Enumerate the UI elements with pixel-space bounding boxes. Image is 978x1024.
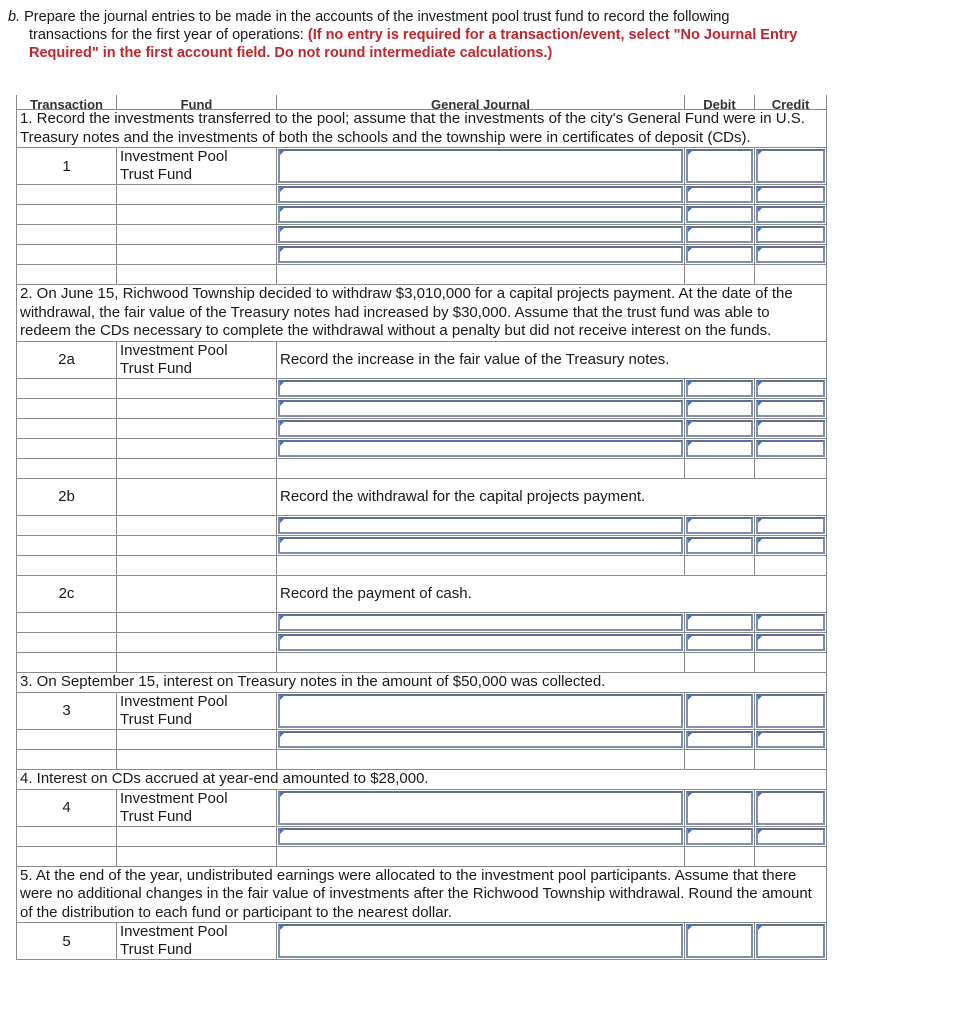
debit-field[interactable] <box>685 729 755 749</box>
credit-field[interactable] <box>755 205 827 225</box>
fund-label <box>117 148 277 185</box>
transaction-number: 2b <box>17 478 117 515</box>
transaction-number: 2a <box>17 341 117 378</box>
fund-line-1: Investment Pool <box>120 789 228 807</box>
debit-field[interactable] <box>685 612 755 632</box>
account-field[interactable] <box>277 398 685 418</box>
transaction-2-description: 2. On June 15, Richwood Township decided to withdraw $3,010,000 for a capital projects payment. At the date of the withdrawal, the fair value of the Treasury notes had increased by $30,000. Assume that the trust fund was able to redeem the CDs necessary to complete the withdrawal without a penalty but did not receive interest on the funds. <box>17 285 827 342</box>
account-field[interactable] <box>277 923 685 960</box>
transaction-number: 2c <box>17 575 117 612</box>
account-field[interactable] <box>277 148 685 185</box>
account-field[interactable] <box>277 225 685 245</box>
credit-field[interactable] <box>755 185 827 205</box>
fund-line-1: Investment Pool <box>120 923 228 940</box>
credit-field[interactable] <box>755 398 827 418</box>
debit-field[interactable] <box>685 245 755 265</box>
credit-field[interactable] <box>755 225 827 245</box>
fund-line-2: Trust Fund <box>120 941 192 958</box>
fund-line-2: Trust Fund <box>120 807 192 825</box>
debit-field[interactable] <box>685 418 755 438</box>
fund-label <box>117 789 277 826</box>
debit-field[interactable] <box>685 826 755 846</box>
credit-field[interactable] <box>755 378 827 398</box>
account-field[interactable] <box>277 185 685 205</box>
header-general-journal: General Journal <box>277 95 685 110</box>
fund-line-1: Investment Pool <box>120 341 228 359</box>
debit-field[interactable] <box>685 148 755 185</box>
account-field[interactable] <box>277 632 685 652</box>
credit-field[interactable] <box>755 826 827 846</box>
account-field[interactable] <box>277 378 685 398</box>
fund-label <box>117 923 277 960</box>
fund-label <box>117 692 277 729</box>
fund-line-1: Investment Pool <box>120 692 228 710</box>
instructions-text-2: transactions for the first year of operations: <box>29 27 308 43</box>
header-fund: Fund <box>117 95 277 110</box>
fund-line-2: Trust Fund <box>120 710 192 728</box>
account-field[interactable] <box>277 692 685 729</box>
credit-field[interactable] <box>755 612 827 632</box>
debit-field[interactable] <box>685 225 755 245</box>
account-field[interactable] <box>277 205 685 225</box>
transaction-4-description: 4. Interest on CDs accrued at year-end amounted to $28,000. <box>17 769 827 789</box>
fund-line-2: Trust Fund <box>120 166 192 183</box>
account-field[interactable] <box>277 826 685 846</box>
transaction-5-description: 5. At the end of the year, undistributed earnings were allocated to the investment pool participants. Assume that there were no additional changes in the fair value of investments after the Richwood Township withdrawal. Round the amount of the distribution to each fund or participant to the nearest dollar. <box>17 866 827 923</box>
credit-field[interactable] <box>755 535 827 555</box>
fund-line-1: Investment Pool <box>120 148 228 165</box>
credit-field[interactable] <box>755 789 827 826</box>
debit-field[interactable] <box>685 398 755 418</box>
credit-field[interactable] <box>755 632 827 652</box>
debit-field[interactable] <box>685 789 755 826</box>
transaction-1-description: 1. Record the investments transferred to the pool; assume that the investments of the city's General Fund were in U.S. Treasury notes and the investments of both the schools and the township were in certificates of deposit (CDs). <box>17 110 827 148</box>
debit-field[interactable] <box>685 692 755 729</box>
debit-field[interactable] <box>685 185 755 205</box>
entry-note-2b: Record the withdrawal for the capital projects payment. <box>277 478 827 515</box>
account-field[interactable] <box>277 535 685 555</box>
fund-line-2: Trust Fund <box>120 359 192 377</box>
entry-note-2a: Record the increase in the fair value of the Treasury notes. <box>277 341 827 378</box>
debit-field[interactable] <box>685 515 755 535</box>
credit-field[interactable] <box>755 418 827 438</box>
instructions-text-1: Prepare the journal entries to be made in the accounts of the investment pool trust fund to record the following <box>24 9 730 25</box>
debit-field[interactable] <box>685 535 755 555</box>
debit-field[interactable] <box>685 378 755 398</box>
credit-field[interactable] <box>755 148 827 185</box>
account-field[interactable] <box>277 245 685 265</box>
instructions-warning-2: Required" in the first account field. Do not round intermediate calculations.) <box>29 45 553 61</box>
header-credit: Credit <box>755 95 827 110</box>
instructions <box>8 8 908 62</box>
credit-field[interactable] <box>755 515 827 535</box>
debit-field[interactable] <box>685 438 755 458</box>
credit-field[interactable] <box>755 438 827 458</box>
entry-note-2c: Record the payment of cash. <box>277 575 827 612</box>
account-field[interactable] <box>277 515 685 535</box>
header-transaction: Transaction <box>17 95 117 110</box>
journal-table <box>16 95 827 960</box>
transaction-number: 4 <box>17 789 117 826</box>
account-field[interactable] <box>277 438 685 458</box>
credit-field[interactable] <box>755 245 827 265</box>
credit-field[interactable] <box>755 923 827 960</box>
header-row <box>17 95 827 110</box>
fund-label <box>117 341 277 378</box>
credit-field[interactable] <box>755 692 827 729</box>
account-field[interactable] <box>277 418 685 438</box>
instructions-warning-1: (If no entry is required for a transaction/event, select "No Journal Entry <box>307 27 798 43</box>
account-field[interactable] <box>277 729 685 749</box>
part-label: b. <box>8 9 21 25</box>
header-debit: Debit <box>685 95 755 110</box>
debit-field[interactable] <box>685 205 755 225</box>
account-field[interactable] <box>277 789 685 826</box>
transaction-number: 3 <box>17 692 117 729</box>
debit-field[interactable] <box>685 923 755 960</box>
debit-field[interactable] <box>685 632 755 652</box>
transaction-number: 1 <box>17 148 117 185</box>
transaction-number: 5 <box>17 923 117 960</box>
credit-field[interactable] <box>755 729 827 749</box>
account-field[interactable] <box>277 612 685 632</box>
transaction-3-description: 3. On September 15, interest on Treasury notes in the amount of $50,000 was collected. <box>17 672 827 692</box>
